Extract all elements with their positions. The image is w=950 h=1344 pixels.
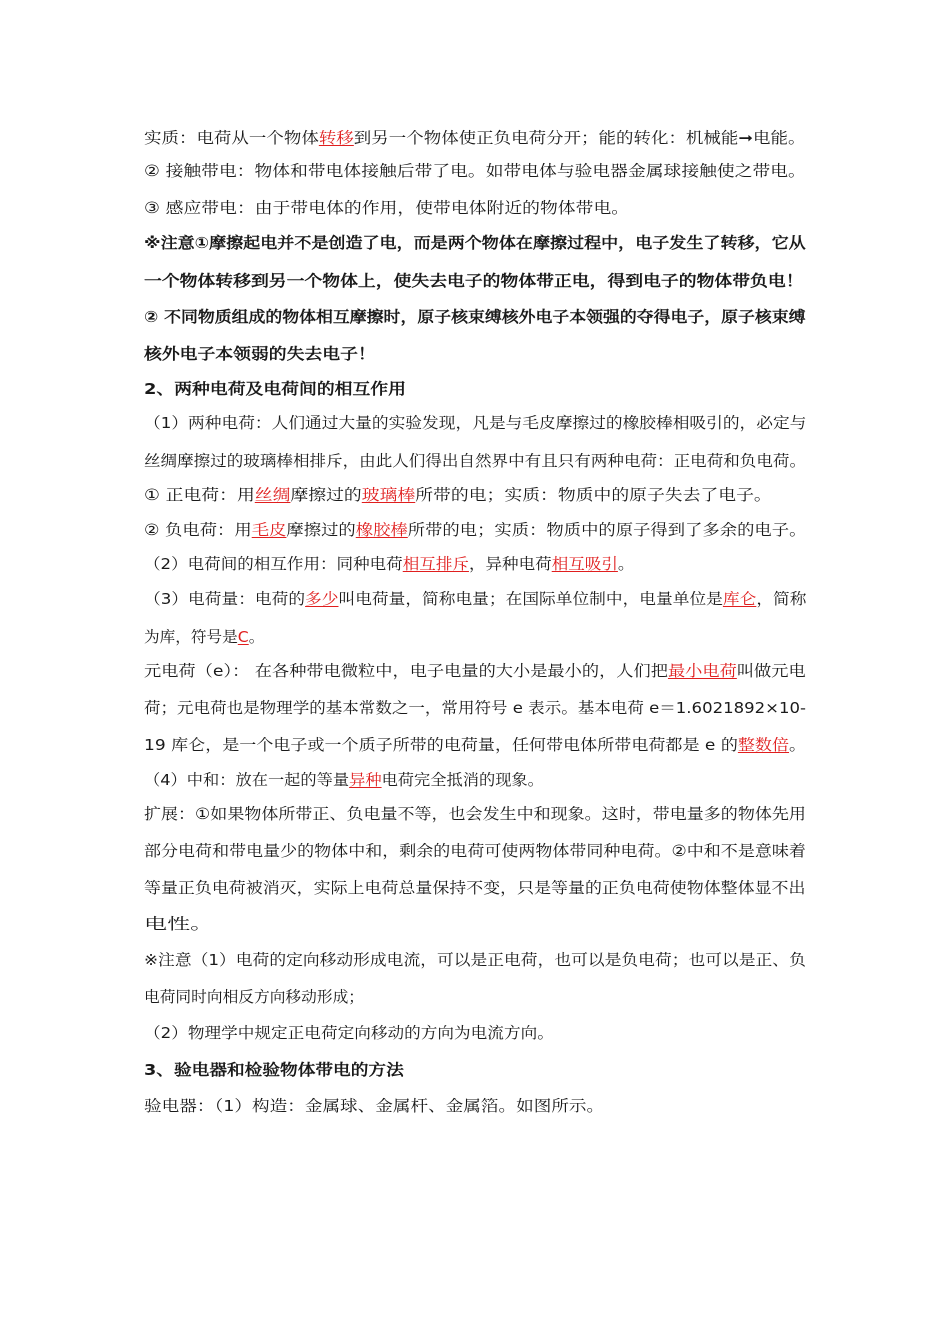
- text-line: [144, 877, 805, 899]
- text-line: [144, 697, 806, 719]
- text-segment: ② 不同物质组成的物体相互摩擦时，原子核束缚核外电子本领强的夺得电子，原子核束缚: [144, 308, 806, 326]
- text-segment: ② 负电荷：用: [144, 521, 252, 539]
- text-line: [144, 197, 629, 219]
- highlighted-term: 橡胶棒: [355, 521, 408, 539]
- text-line: [144, 519, 806, 541]
- text-segment: 荷；元电荷也是物理学的基本常数之一，常用符号 e 表示。基本电荷 e＝1.6021892×10-: [144, 699, 806, 717]
- text-line: [144, 913, 213, 935]
- text-segment: 电荷同时向相反方向移动形成；: [144, 988, 365, 1006]
- text-segment: ※注意（1）电荷的定向移动形成电流，可以是正电荷，也可以是负电荷；也可以是正、负: [144, 951, 806, 969]
- text-segment: 核外电子本领弱的失去电子！: [144, 345, 376, 363]
- text-segment: 电性。: [144, 915, 214, 933]
- highlighted-term: 整数倍: [737, 736, 790, 754]
- text-segment: 扩展：①如果物体所带正、负电量不等，也会发生中和现象。这时，带电量多的物体先用: [144, 805, 806, 823]
- text-segment: 验电器：（1）构造：金属球、金属杆、金属箔。如图所示。: [144, 1097, 605, 1115]
- text-segment: 所带的电；实质：物质中的原子得到了多余的电子。: [407, 521, 807, 539]
- text-segment: ，简称: [756, 590, 807, 608]
- text-segment: 3、验电器和检验物体带电的方法: [144, 1061, 404, 1079]
- highlighted-term: 相互排斥: [402, 555, 469, 573]
- highlighted-term: 毛皮: [251, 521, 287, 539]
- text-line: [144, 660, 806, 682]
- text-segment: 摩擦过的: [290, 486, 362, 504]
- text-line: [144, 986, 364, 1008]
- text-segment: （4）中和：放在一起的等量: [144, 771, 350, 789]
- text-line: [144, 127, 805, 149]
- text-segment: 部分电荷和带电量少的物体中和，剩余的电荷可使两物体带同种电荷。②中和不是意味着: [144, 842, 806, 860]
- text-segment: 摩擦过的: [286, 521, 356, 539]
- text-segment: 。: [248, 628, 265, 646]
- text-segment: 叫电荷量，简称电量；在国际单位制中，电量单位是: [338, 590, 723, 608]
- text-line: [144, 484, 772, 506]
- text-line: [144, 626, 264, 648]
- text-segment: 等量正负电荷被消灭，实际上电荷总量保持不变，只是等量的正负电荷使物体整体显不出: [144, 879, 806, 897]
- highlighted-term: 最小电荷: [667, 662, 737, 680]
- text-segment: 为库，符号是: [144, 628, 238, 646]
- text-segment: （3）电荷量：电荷的: [144, 590, 306, 608]
- text-line: [144, 412, 806, 434]
- text-line: [144, 769, 544, 791]
- text-line: [144, 553, 634, 575]
- highlighted-term: 玻璃棒: [361, 486, 416, 504]
- text-line: [144, 306, 805, 328]
- text-segment: （2）电荷间的相互作用：同种电荷: [144, 555, 403, 573]
- text-segment: 。: [789, 736, 807, 754]
- highlighted-term: 多少: [305, 590, 339, 608]
- highlighted-term: 转移: [318, 129, 354, 147]
- text-line: [144, 840, 806, 862]
- text-segment: ③ 感应带电：由于带电体的作用，使带电体附近的物体带电。: [144, 199, 630, 217]
- highlighted-term: 相互吸引: [551, 555, 618, 573]
- text-line: [144, 734, 806, 756]
- text-segment: 19 库仑，是一个电子或一个质子所带的电荷量，任何带电体所带电荷都是 e 的: [144, 736, 738, 754]
- text-line: [144, 1095, 604, 1117]
- text-segment: 叫做元电: [736, 662, 806, 680]
- text-segment: 实质：电荷从一个物体: [144, 129, 319, 147]
- text-line: [144, 949, 806, 971]
- text-segment: 所带的电；实质：物质中的原子失去了电子。: [415, 486, 772, 504]
- text-line: [144, 1059, 404, 1081]
- text-line: [144, 232, 806, 254]
- text-segment: （1）两种电荷：人们通过大量的实验发现，凡是与毛皮摩擦过的橡胶棒相吸引的，必定与: [144, 414, 807, 432]
- text-line: [144, 160, 806, 182]
- text-segment: 。: [617, 555, 635, 573]
- text-segment: 2、两种电荷及电荷间的相互作用: [144, 380, 406, 398]
- text-segment: ① 正电荷：用: [144, 486, 255, 504]
- text-segment: 丝绸摩擦过的玻璃棒相排斥，由此人们得出自然界中有且只有两种电荷：正电荷和负电荷。: [144, 452, 807, 470]
- highlighted-term: C: [237, 628, 249, 646]
- text-segment: 元电荷（e）： 在各种带电微粒中，电子电量的大小是最小的，人们把: [144, 662, 668, 680]
- highlighted-term: 库仑: [722, 590, 757, 608]
- highlighted-term: 丝绸: [254, 486, 291, 504]
- text-segment: 到另一个物体使正负电荷分开；能的转化：机械能➞电能。: [353, 129, 806, 147]
- text-segment: 电荷完全抵消的现象。: [381, 771, 544, 789]
- highlighted-term: 异种: [349, 771, 382, 789]
- text-segment: （2）物理学中规定正电荷定向移动的方向为电流方向。: [144, 1024, 554, 1042]
- text-segment: 一个物体转移到另一个物体上，使失去电子的物体带正电，得到电子的物体带负电！: [144, 272, 804, 290]
- text-line: [144, 270, 804, 292]
- text-line: [144, 343, 376, 365]
- text-line: [144, 1022, 554, 1044]
- text-segment: ※注意①摩擦起电并不是创造了电，而是两个物体在摩擦过程中，电子发生了转移，它从: [144, 234, 806, 252]
- text-line: [144, 588, 806, 610]
- text-segment: ② 接触带电：物体和带电体接触后带了电。如带电体与验电器金属球接触使之带电。: [144, 162, 806, 180]
- text-segment: ，异种电荷: [468, 555, 552, 573]
- text-line: [144, 450, 806, 472]
- text-line: [144, 378, 406, 400]
- text-line: [144, 803, 806, 825]
